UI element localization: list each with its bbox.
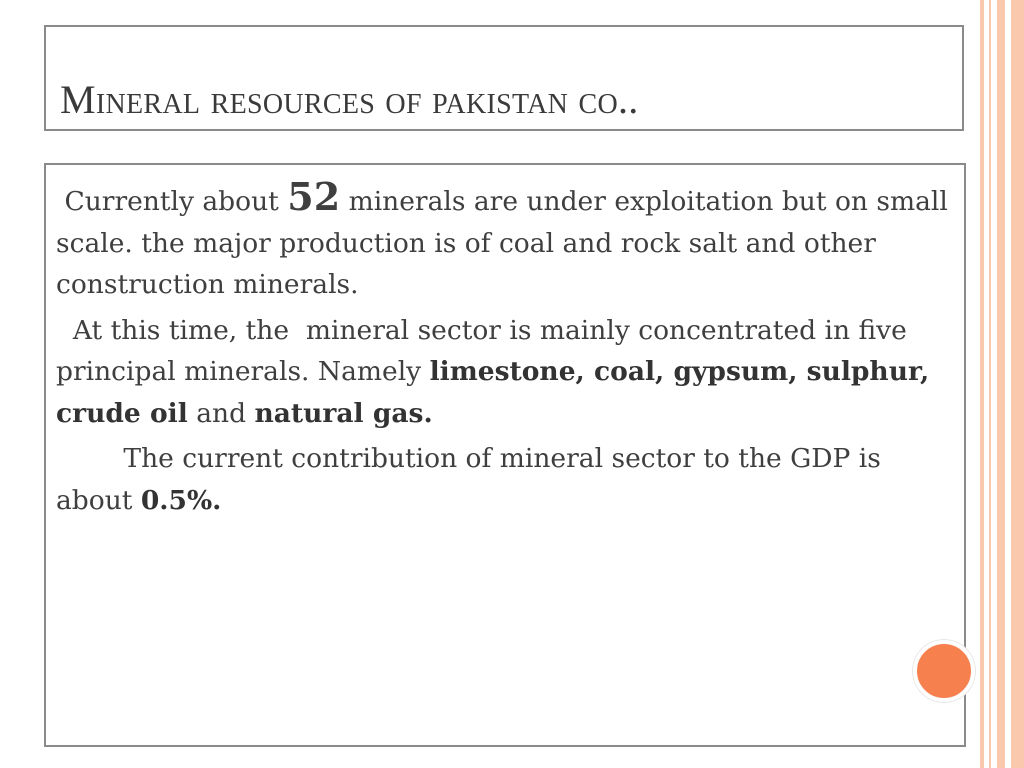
paragraph-mineral-count: Currently about 52 minerals are under exploitation but on small scale. the major production is of coal and rock salt and other construction minerals.	[56, 174, 957, 300]
decorative-stripe	[1011, 0, 1024, 768]
decorative-stripe	[997, 0, 1005, 768]
natural-gas: natural gas.	[254, 397, 433, 429]
slide-title: Mineral resources of pakistan co..	[60, 77, 639, 122]
decorative-stripe	[989, 0, 991, 768]
title-frame	[44, 25, 964, 131]
decorative-stripe	[980, 0, 984, 768]
gdp-value: 0.5%.	[140, 484, 222, 516]
decorative-circle	[913, 640, 975, 702]
paragraph-principal-minerals: At this time, the mineral sector is mainly concentrated in five principal minerals. Namely limestone, coal, gypsum, sulphur, crude oil and natural gas.	[56, 314, 939, 429]
content-frame	[44, 163, 966, 747]
principal-minerals: limestone, coal, gypsum, sulphur, crude oil	[56, 356, 939, 429]
slide-body	[56, 174, 957, 525]
mineral-count: 52	[287, 174, 341, 219]
paragraph-gdp-contribution: The current contribution of mineral sector to the GDP is about 0.5%.	[56, 443, 890, 516]
